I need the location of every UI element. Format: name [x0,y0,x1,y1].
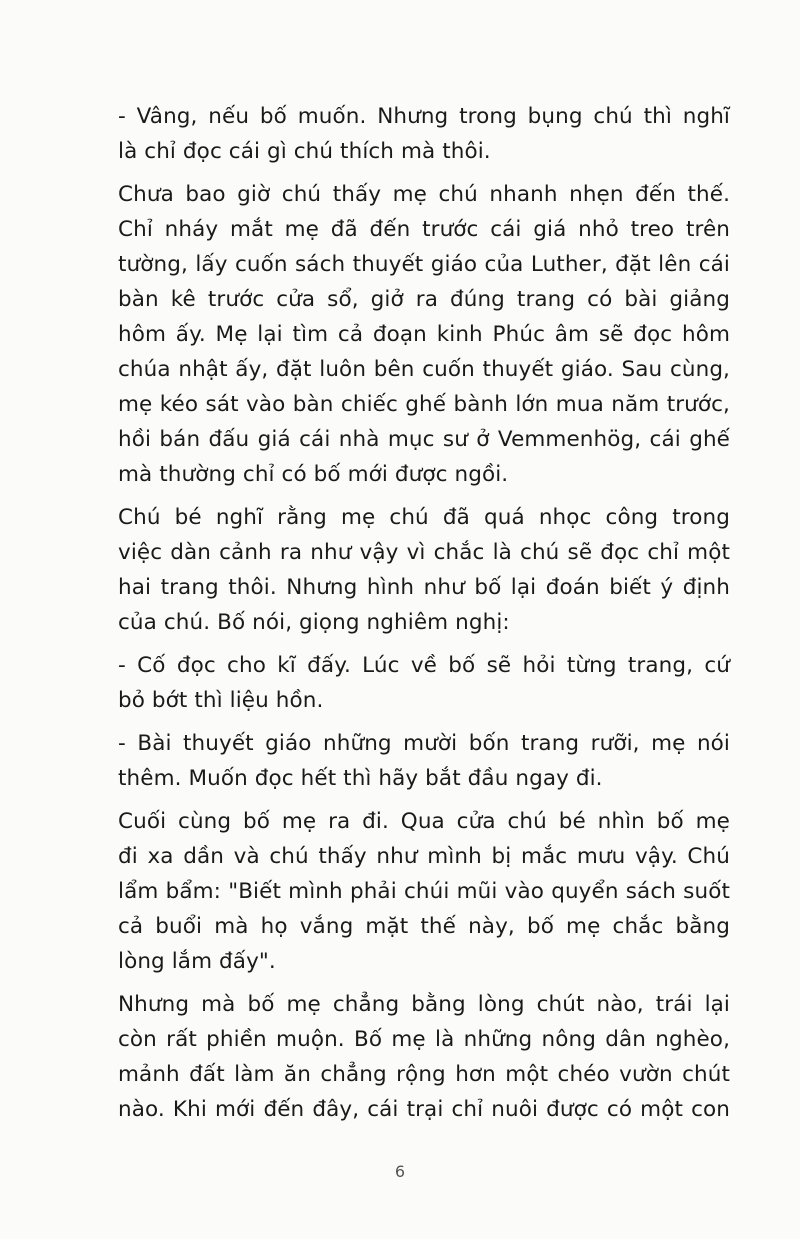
text-line: của chú. Bố nói, giọng nghiêm nghị: [118,610,510,635]
text-line: Nhưng mà bố mẹ chẳng bằng lòng chút nào, trái lại [118,992,730,1017]
paragraph [118,177,730,492]
text-line: hồi bán đấu giá cái nhà mục sư ở Vemmenhög, cái ghế [118,427,730,452]
paragraph [118,987,730,1127]
text-line: - Bài thuyết giáo những mười bốn trang rưỡi, mẹ nói [118,731,730,756]
text-line: lòng lắm đấy". [118,949,276,974]
text-line: Chú bé nghĩ rằng mẹ chú đã quá nhọc công trong [118,505,730,530]
text-line: còn rất phiền muộn. Bố mẹ là những nông dân nghèo, [118,1027,730,1052]
text-line: mảnh đất làm ăn chẳng rộng hơn một chéo vườn chút [118,1062,730,1087]
page-number: 6 [394,1162,406,1181]
text-line: thêm. Muốn đọc hết thì hãy bắt đầu ngay đi. [118,766,603,791]
text-line: lẩm bẩm: "Biết mình phải chúi mũi vào quyển sách suốt [118,879,730,904]
paragraph [118,500,730,640]
text-line: bàn kê trước cửa sổ, giở ra đúng trang có bài giảng [118,287,730,312]
text-line: mà thường chỉ có bố mới được ngồi. [118,462,509,487]
text-line: việc dàn cảnh ra như vậy vì chắc là chú sẽ đọc chỉ một [118,540,730,565]
text-line: - Cố đọc cho kĩ đấy. Lúc về bố sẽ hỏi từng trang, cứ [118,653,730,678]
text-line: hôm ấy. Mẹ lại tìm cả đoạn kinh Phúc âm sẽ đọc hôm [118,322,730,347]
paragraph [118,726,730,796]
text-line: chúa nhật ấy, đặt luôn bên cuốn thuyết giáo. Sau cùng, [118,357,730,382]
body-text [118,99,730,1135]
text-line: bỏ bớt thì liệu hồn. [118,688,324,713]
text-line: mẹ kéo sát vào bàn chiếc ghế bành lớn mua năm trước, [118,392,730,417]
paragraph [118,804,730,979]
text-line: tường, lấy cuốn sách thuyết giáo của Luther, đặt lên cái [118,252,730,277]
text-line: là chỉ đọc cái gì chú thích mà thôi. [118,139,491,164]
text-line: đi xa dần và chú thấy như mình bị mắc mưu vậy. Chú [118,844,730,869]
text-line: nào. Khi mới đến đây, cái trại chỉ nuôi được có một con [118,1097,730,1122]
paragraph [118,99,730,169]
text-line: Chỉ nháy mắt mẹ đã đến trước cái giá nhỏ treo trên [118,217,730,242]
text-line: Cuối cùng bố mẹ ra đi. Qua cửa chú bé nhìn bố mẹ [118,809,730,834]
text-line: hai trang thôi. Nhưng hình như bố lại đoán biết ý định [118,575,730,600]
text-line: Chưa bao giờ chú thấy mẹ chú nhanh nhẹn đến thế. [118,182,730,207]
text-line: - Vâng, nếu bố muốn. Nhưng trong bụng chú thì nghĩ [118,104,730,129]
paragraph [118,648,730,718]
text-line: cả buổi mà họ vắng mặt thế này, bố mẹ chắc bằng [118,914,730,939]
